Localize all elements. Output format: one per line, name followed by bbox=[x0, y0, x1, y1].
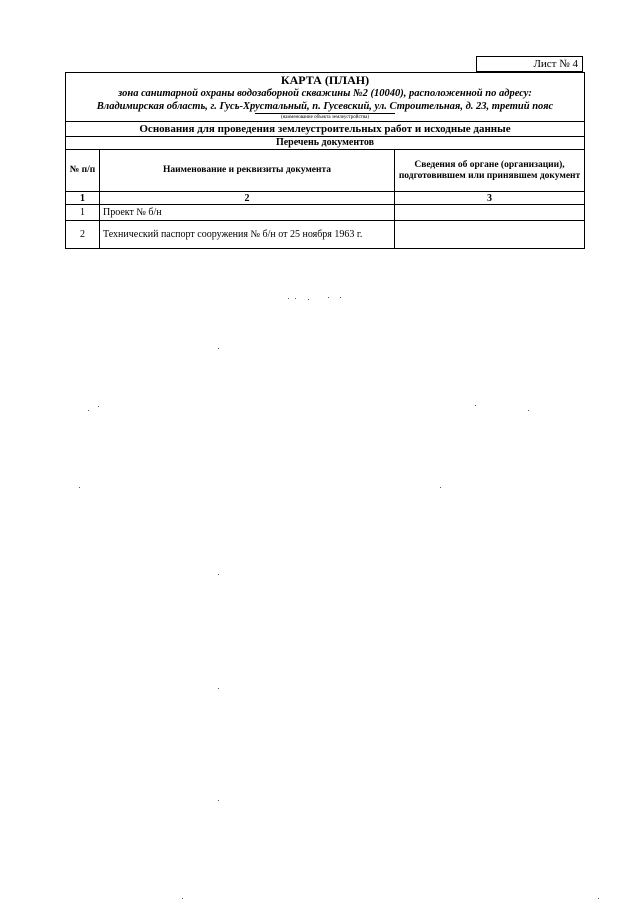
scan-speck bbox=[440, 487, 441, 488]
subtitle-line-2: Владимирская область, г. Гусь-Хрустальный, п. Гусевский, ул. Строительная, д. 23, третий пояс bbox=[96, 101, 554, 112]
scan-speck bbox=[328, 297, 329, 298]
row-document-name: Проект № б/н bbox=[100, 205, 395, 221]
document-table bbox=[65, 72, 585, 249]
sheet-number: Лист № 4 bbox=[533, 58, 578, 70]
section-heading: Основания для проведения землеустроительных работ и исходные данные bbox=[66, 122, 585, 137]
header-organ: Сведения об органе (организации), подготовившем или принявшем документ bbox=[395, 150, 585, 192]
column-number-2: 2 bbox=[100, 192, 395, 205]
table-row bbox=[66, 221, 585, 249]
header-name: Наименование и реквизиты документа bbox=[100, 150, 395, 192]
scan-speck bbox=[598, 898, 599, 899]
row-document-name: Технический паспорт сооружения № б/н от 25 ноября 1963 г. bbox=[100, 221, 395, 249]
scan-speck bbox=[218, 688, 219, 689]
table-row bbox=[66, 205, 585, 221]
scan-speck bbox=[218, 800, 219, 801]
sheet-number-box bbox=[476, 56, 583, 72]
scan-speck bbox=[295, 298, 296, 299]
scan-speck bbox=[218, 574, 219, 575]
list-row bbox=[66, 137, 585, 150]
column-number-3: 3 bbox=[395, 192, 585, 205]
title-row bbox=[66, 73, 585, 122]
header-row bbox=[66, 150, 585, 192]
scan-speck bbox=[182, 898, 183, 899]
section-row bbox=[66, 122, 585, 137]
scan-speck bbox=[475, 405, 476, 406]
scan-speck bbox=[79, 487, 80, 488]
document-title: КАРТА (ПЛАН) bbox=[280, 73, 370, 87]
row-organ bbox=[395, 221, 585, 249]
scan-speck bbox=[288, 298, 289, 299]
list-heading: Перечень документов bbox=[66, 137, 585, 150]
subtitle-line-1: зона санитарной охраны водозаборной скважины №2 (10040), расположенной по адресу: bbox=[118, 88, 532, 99]
scan-speck bbox=[88, 410, 89, 411]
column-number-1: 1 bbox=[66, 192, 100, 205]
scan-speck bbox=[528, 410, 529, 411]
header-number: № п/п bbox=[66, 150, 100, 192]
row-number: 2 bbox=[66, 221, 100, 249]
row-number: 1 bbox=[66, 205, 100, 221]
object-caption: (наименование объекта землеустройства) bbox=[255, 113, 395, 121]
scan-speck bbox=[340, 297, 341, 298]
scan-speck bbox=[308, 299, 309, 300]
scan-speck bbox=[218, 348, 219, 349]
column-number-row bbox=[66, 192, 585, 205]
title-cell bbox=[66, 73, 585, 122]
scan-speck bbox=[98, 406, 99, 407]
row-organ bbox=[395, 205, 585, 221]
